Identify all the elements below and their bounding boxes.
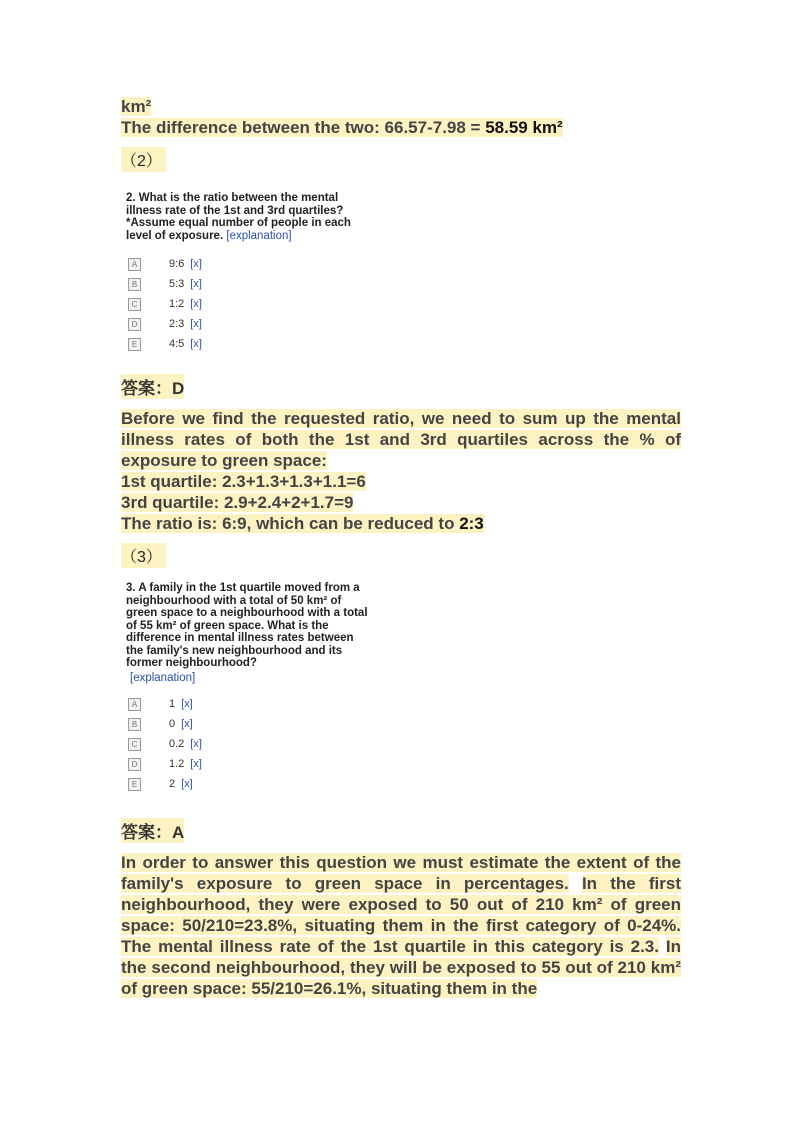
- option-row[interactable]: [126, 334, 371, 354]
- question-2-options: [126, 254, 371, 354]
- question-2-explanation: [121, 408, 681, 534]
- option-row[interactable]: [126, 294, 371, 314]
- option-row[interactable]: [126, 254, 371, 274]
- option-value: 5:3: [169, 277, 185, 290]
- option-row[interactable]: [126, 714, 371, 734]
- question-3-card: [126, 582, 371, 794]
- option-value: 4:5: [169, 337, 185, 350]
- explanation-paragraph: In the second neighbourhood, they will be exposed to 55 out of 210 km² of green space: 55/210=26.1%, situating them in the: [121, 937, 681, 998]
- option-row[interactable]: [126, 774, 371, 794]
- option-value: 0: [169, 717, 176, 730]
- option-x-link[interactable]: [x]: [181, 717, 193, 730]
- difference-line: The difference between the two: 66.57-7.98 = 58.59 km²: [121, 118, 563, 137]
- option-letter-box[interactable]: B: [128, 278, 141, 291]
- option-letter-box[interactable]: C: [128, 738, 141, 751]
- option-x-link[interactable]: [x]: [190, 277, 202, 290]
- explanation-paragraph: Before we find the requested ratio, we need to sum up the mental illness rates of both the 1st and 3rd quartiles across the % of exposure to green space:: [121, 409, 681, 470]
- option-row[interactable]: [126, 314, 371, 334]
- option-value: 9:6: [169, 257, 185, 270]
- ratio-result: 2:3: [459, 514, 484, 533]
- option-letter-box[interactable]: D: [128, 318, 141, 331]
- question-2-answer: 答案：D: [121, 374, 184, 399]
- option-x-link[interactable]: [x]: [190, 297, 202, 310]
- question-3-explanation: [121, 852, 681, 999]
- option-x-link[interactable]: [x]: [181, 697, 193, 710]
- question-2-explanation-link[interactable]: [explanation]: [226, 229, 292, 242]
- option-row[interactable]: [126, 274, 371, 294]
- option-row[interactable]: [126, 754, 371, 774]
- question-3-text: 3. A family in the 1st quartile moved from a neighbourhood with a total of 50 km² of green space to a neighbourhood with a total of 55 km² of green space. What is the difference in mental illness rates between the family's new neighbourhood and its former neighbourhood?: [126, 582, 368, 669]
- explanation-line-3rd-quartile: 3rd quartile: 2.9+2.4+2+1.7=9: [121, 493, 354, 512]
- option-value: 0.2: [169, 737, 185, 750]
- option-letter-box[interactable]: B: [128, 718, 141, 731]
- option-x-link[interactable]: [x]: [190, 337, 202, 350]
- unit-line: km²: [121, 97, 152, 116]
- option-value: 2: [169, 777, 176, 790]
- explanation-paragraph: In the first neighbourhood, they were exposed to 50 out of 210 km² of green space: 50/210=23.8%, situating them in the first category of 0-24%. The mental illness rate of the 1st quartile in this category is 2.3.: [121, 874, 681, 956]
- document-content: [121, 96, 681, 999]
- question-3-number: （3）: [121, 543, 166, 568]
- option-letter-box[interactable]: A: [128, 258, 141, 271]
- explanation-paragraph: In order to answer this question we must estimate the extent of the family's exposure to green space in percentages.: [121, 853, 681, 893]
- option-letter-box[interactable]: C: [128, 298, 141, 311]
- question-3-answer: 答案：A: [121, 818, 184, 843]
- option-row[interactable]: [126, 734, 371, 754]
- option-x-link[interactable]: [x]: [190, 757, 202, 770]
- option-x-link[interactable]: [x]: [190, 257, 202, 270]
- option-x-link[interactable]: [x]: [190, 737, 202, 750]
- explanation-line-1st-quartile: 1st quartile: 2.3+1.3+1.3+1.1=6: [121, 472, 366, 491]
- option-x-link[interactable]: [x]: [190, 317, 202, 330]
- explanation-ratio-line: The ratio is: 6:9, which can be reduced to 2:3: [121, 514, 484, 533]
- option-x-link[interactable]: [x]: [181, 777, 193, 790]
- option-value: 1.2: [169, 757, 185, 770]
- option-letter-box[interactable]: E: [128, 338, 141, 351]
- question-2-card: [126, 192, 371, 354]
- option-value: 2:3: [169, 317, 185, 330]
- question-3-options: [126, 694, 371, 794]
- option-value: 1: [169, 697, 176, 710]
- option-value: 1:2: [169, 297, 185, 310]
- option-row[interactable]: [126, 694, 371, 714]
- previous-answer-tail: [121, 96, 681, 138]
- option-letter-box[interactable]: E: [128, 778, 141, 791]
- option-letter-box[interactable]: D: [128, 758, 141, 771]
- difference-result: 58.59 km²: [485, 118, 563, 137]
- question-2-text: 2. What is the ratio between the mental illness rate of the 1st and 3rd quartiles? *Assume equal number of people in each level of exposure. [explanation]: [126, 192, 351, 242]
- option-letter-box[interactable]: A: [128, 698, 141, 711]
- question-3-explanation-link[interactable]: [explanation]: [130, 671, 196, 684]
- question-2-number: （2）: [121, 147, 166, 172]
